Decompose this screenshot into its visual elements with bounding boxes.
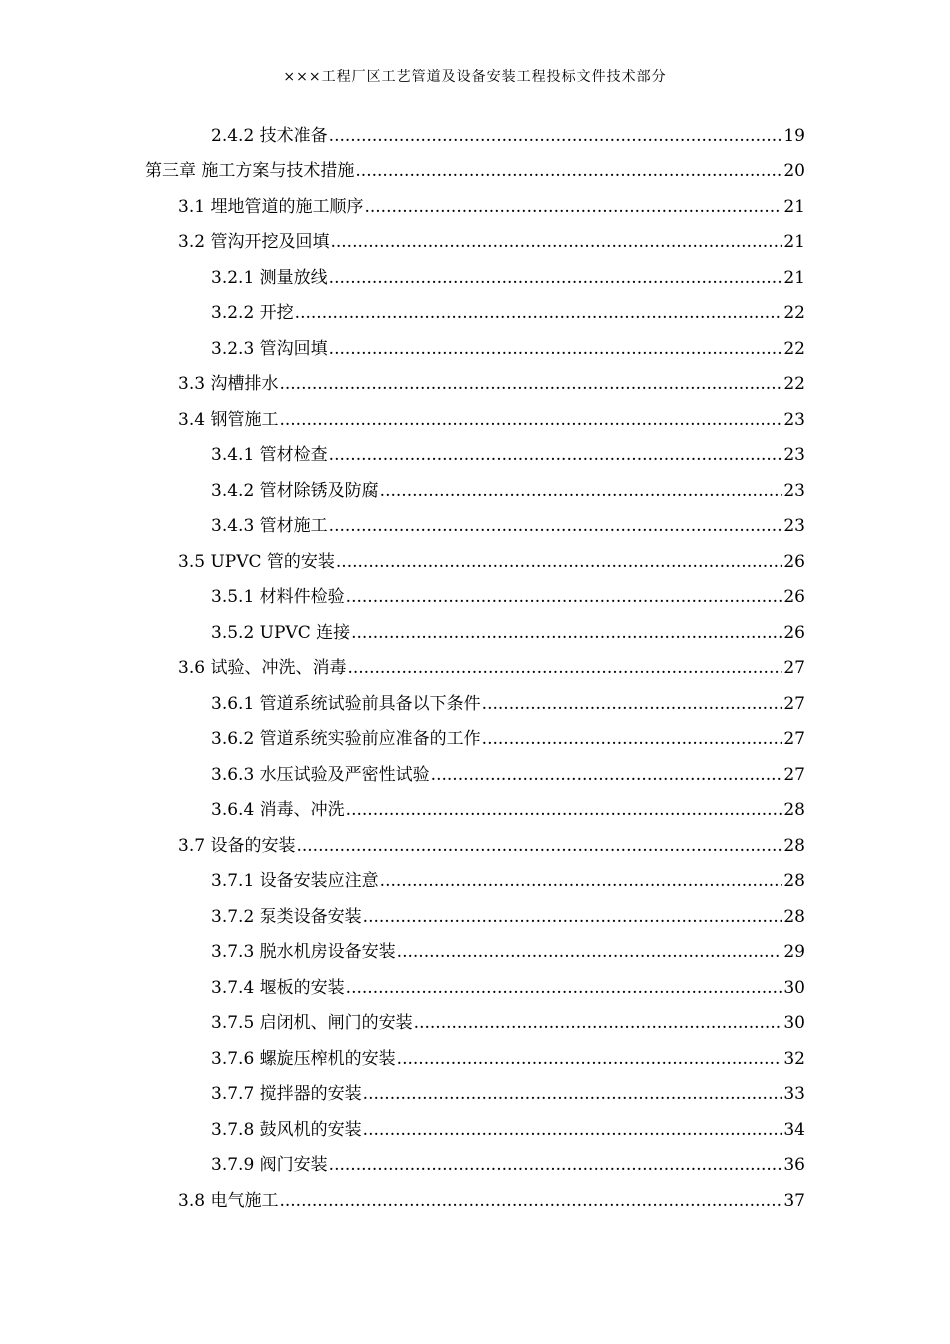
toc-entry-page-number: 33: [783, 1084, 805, 1105]
toc-entry[interactable]: [0, 225, 950, 261]
toc-entry-title: 3.7.9 阀门安装: [211, 1155, 328, 1176]
toc-dot-leader: [414, 1012, 782, 1034]
toc-entry-title: 3.7.7 搅拌器的安装: [211, 1084, 362, 1105]
toc-dot-leader: [330, 231, 782, 253]
toc-dot-leader: [363, 906, 782, 928]
toc-dot-leader: [279, 409, 782, 431]
toc-entry[interactable]: [0, 615, 950, 651]
toc-dot-leader: [295, 302, 782, 324]
toc-entry-title: 3.7.3 脱水机房设备安装: [211, 942, 396, 963]
toc-entry-title: 3.6 试验、冲洗、消毒: [178, 658, 347, 679]
toc-dot-leader: [346, 977, 782, 999]
toc-entry-title: 3.2.3 管沟回填: [211, 338, 328, 359]
toc-entry-page-number: 28: [783, 800, 805, 821]
toc-dot-leader: [279, 1190, 782, 1212]
toc-entry[interactable]: [0, 260, 950, 296]
toc-entry-page-number: 22: [783, 374, 805, 395]
toc-dot-leader: [347, 657, 782, 679]
toc-entry-page-number: 28: [783, 835, 805, 856]
toc-dot-leader: [336, 551, 782, 573]
toc-entry-page-number: 29: [783, 942, 805, 963]
toc-entry-page-number: 26: [783, 587, 805, 608]
toc-entry[interactable]: [0, 1148, 950, 1184]
toc-entry[interactable]: [0, 473, 950, 509]
toc-dot-leader: [380, 870, 782, 892]
toc-entry-page-number: 27: [783, 764, 805, 785]
toc-entry-title: 3.1 埋地管道的施工顺序: [178, 196, 364, 217]
toc-dot-leader: [329, 125, 782, 147]
toc-entry-title: 3.7.4 堰板的安装: [211, 977, 345, 998]
toc-entry-title: 3.3 沟槽排水: [178, 374, 279, 395]
toc-entry[interactable]: [0, 828, 950, 864]
toc-entry-title: 3.2.1 测量放线: [211, 267, 328, 288]
toc-entry[interactable]: [0, 367, 950, 403]
toc-entry-page-number: 27: [783, 729, 805, 750]
toc-entry-page-number: 27: [783, 693, 805, 714]
toc-entry-page-number: 28: [783, 871, 805, 892]
toc-entry[interactable]: [0, 154, 950, 190]
toc-entry-page-number: 30: [783, 1013, 805, 1034]
toc-entry[interactable]: [0, 686, 950, 722]
toc-entry-title: 3.2 管沟开挖及回填: [178, 232, 330, 253]
table-of-contents: [0, 118, 950, 1219]
toc-dot-leader: [346, 586, 782, 608]
toc-entry-page-number: 21: [783, 267, 805, 288]
toc-entry-page-number: 21: [783, 232, 805, 253]
toc-entry-title: 3.6.2 管道系统实验前应准备的工作: [211, 729, 481, 750]
toc-entry-title: 3.4.1 管材检查: [211, 445, 328, 466]
toc-entry-page-number: 22: [783, 303, 805, 324]
toc-entry-title: 3.5.1 材料件检验: [211, 587, 345, 608]
toc-entry[interactable]: [0, 722, 950, 758]
toc-entry-page-number: 23: [783, 516, 805, 537]
toc-entry-page-number: 23: [783, 409, 805, 430]
toc-dot-leader: [355, 160, 782, 182]
toc-entry[interactable]: [0, 935, 950, 971]
toc-entry[interactable]: [0, 651, 950, 687]
toc-entry[interactable]: [0, 1183, 950, 1219]
toc-entry-page-number: 37: [783, 1190, 805, 1211]
toc-dot-leader: [329, 338, 782, 360]
toc-entry-page-number: 21: [783, 196, 805, 217]
toc-dot-leader: [329, 267, 782, 289]
toc-entry-title: 3.6.1 管道系统试验前具备以下条件: [211, 693, 481, 714]
toc-entry-title: 3.4.2 管材除锈及防腐: [211, 480, 379, 501]
running-header: ×××工程厂区工艺管道及设备安装工程投标文件技术部分: [283, 69, 667, 85]
toc-dot-leader: [482, 728, 782, 750]
toc-entry[interactable]: [0, 1112, 950, 1148]
toc-entry[interactable]: [0, 402, 950, 438]
toc-entry-title: 3.4 钢管施工: [178, 409, 279, 430]
toc-entry-page-number: 36: [783, 1155, 805, 1176]
toc-entry-page-number: 28: [783, 906, 805, 927]
toc-entry-page-number: 27: [783, 658, 805, 679]
toc-entry[interactable]: [0, 864, 950, 900]
toc-dot-leader: [363, 1119, 782, 1141]
toc-entry[interactable]: [0, 296, 950, 332]
toc-entry-title: 3.2.2 开挖: [211, 303, 294, 324]
toc-entry-title: 3.6.3 水压试验及严密性试验: [211, 764, 430, 785]
toc-entry-title: 3.8 电气施工: [178, 1190, 279, 1211]
toc-dot-leader: [351, 622, 782, 644]
toc-entry-title: 3.5 UPVC 管的安装: [178, 551, 335, 572]
toc-entry-title: 3.7.2 泵类设备安装: [211, 906, 362, 927]
toc-entry[interactable]: [0, 118, 950, 154]
toc-entry[interactable]: [0, 1041, 950, 1077]
toc-entry-page-number: 23: [783, 480, 805, 501]
toc-dot-leader: [279, 373, 782, 395]
toc-entry-title: 3.6.4 消毒、冲洗: [211, 800, 345, 821]
toc-dot-leader: [431, 764, 782, 786]
toc-entry-title: 3.7.8 鼓风机的安装: [211, 1119, 362, 1140]
toc-entry-title: 3.7.6 螺旋压榨机的安装: [211, 1048, 396, 1069]
toc-entry-page-number: 26: [783, 551, 805, 572]
toc-dot-leader: [296, 835, 782, 857]
toc-entry-page-number: 32: [783, 1048, 805, 1069]
toc-entry-title: 3.7.1 设备安装应注意: [211, 871, 379, 892]
toc-entry-page-number: 20: [783, 161, 805, 182]
toc-entry-title: 3.7 设备的安装: [178, 835, 296, 856]
toc-dot-leader: [364, 196, 782, 218]
toc-entry-title: 2.4.2 技术准备: [211, 125, 328, 146]
toc-entry[interactable]: [0, 1077, 950, 1113]
toc-entry-page-number: 19: [783, 125, 805, 146]
toc-dot-leader: [482, 693, 782, 715]
toc-entry[interactable]: [0, 899, 950, 935]
toc-entry-page-number: 30: [783, 977, 805, 998]
toc-entry[interactable]: [0, 331, 950, 367]
toc-dot-leader: [397, 941, 782, 963]
toc-entry[interactable]: [0, 544, 950, 580]
toc-dot-leader: [346, 799, 782, 821]
toc-entry[interactable]: [0, 580, 950, 616]
toc-entry[interactable]: [0, 970, 950, 1006]
toc-entry-title: 3.7.5 启闭机、闸门的安装: [211, 1013, 413, 1034]
toc-entry-title: 3.4.3 管材施工: [211, 516, 328, 537]
toc-entry[interactable]: [0, 189, 950, 225]
toc-dot-leader: [329, 444, 782, 466]
toc-entry-page-number: 22: [783, 338, 805, 359]
toc-entry-page-number: 34: [783, 1119, 805, 1140]
toc-entry-title: 第三章 施工方案与技术措施: [145, 161, 355, 182]
toc-entry[interactable]: [0, 1006, 950, 1042]
toc-entry-title: 3.5.2 UPVC 连接: [211, 622, 351, 643]
toc-dot-leader: [363, 1083, 782, 1105]
toc-dot-leader: [329, 1154, 782, 1176]
toc-entry[interactable]: [0, 757, 950, 793]
toc-entry[interactable]: [0, 438, 950, 474]
toc-entry[interactable]: [0, 793, 950, 829]
toc-entry[interactable]: [0, 509, 950, 545]
toc-dot-leader: [380, 480, 782, 502]
toc-dot-leader: [397, 1048, 782, 1070]
toc-dot-leader: [329, 515, 782, 537]
toc-entry-page-number: 26: [783, 622, 805, 643]
toc-entry-page-number: 23: [783, 445, 805, 466]
